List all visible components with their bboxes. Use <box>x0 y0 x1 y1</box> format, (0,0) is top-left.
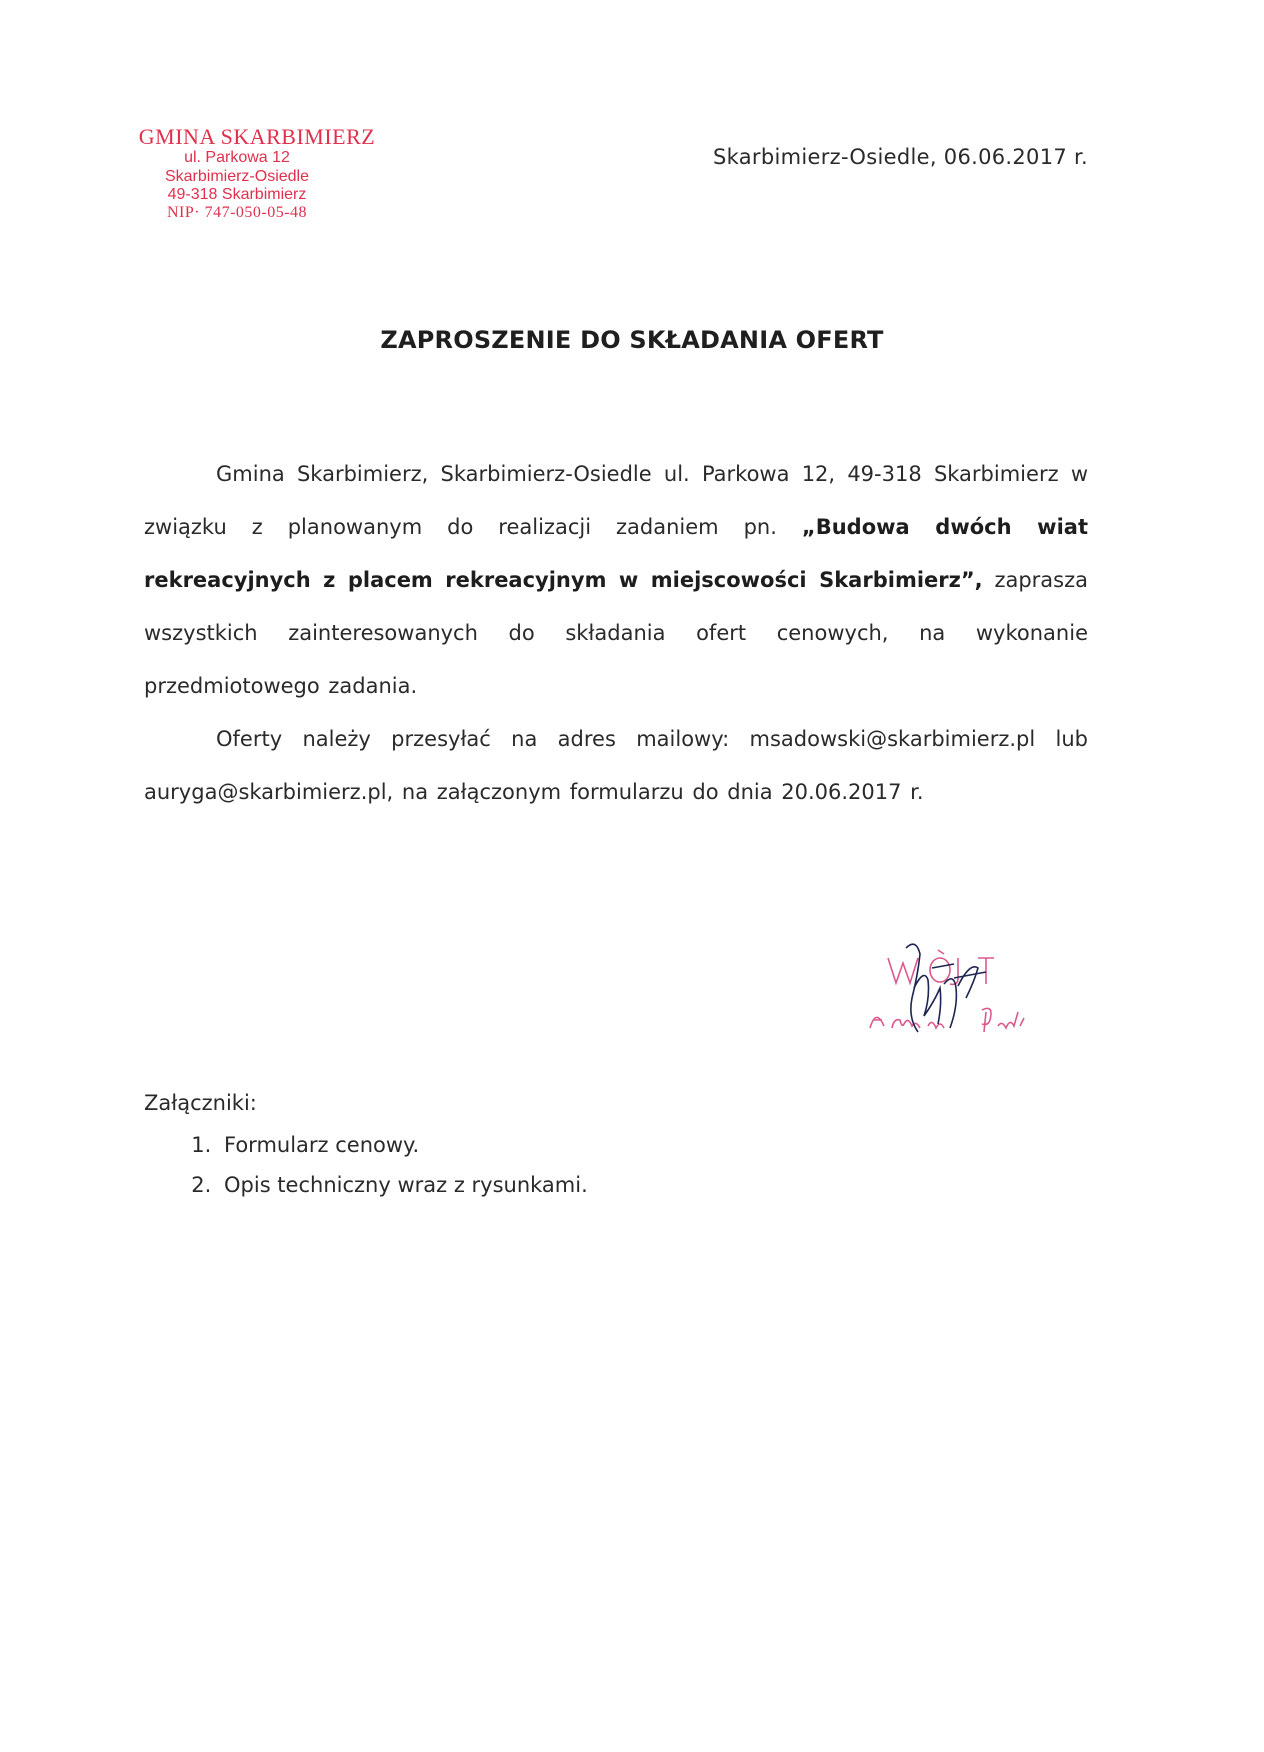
stamp-postal: 49-318 Skarbimierz <box>167 186 307 204</box>
attachments-heading: Załączniki: <box>144 1091 257 1115</box>
paragraph-invitation <box>144 448 1088 713</box>
attachment-item: 2. Opis techniczny wraz z rysunkami. <box>218 1165 588 1205</box>
paragraph-rest: zaprasza wszystkich zainteresowanych do składania ofert cenowych, na wykonanie przedmiotowego zadania. <box>144 568 1088 698</box>
signature-stamp <box>858 928 1058 1048</box>
municipality-stamp <box>112 124 402 223</box>
attachment-item: 1. Formularz cenowy. <box>218 1125 588 1165</box>
letter-body <box>144 448 1088 819</box>
stamp-street: ul. Parkowa 12 <box>184 149 290 167</box>
paragraph-offers: Oferty należy przesyłać na adres mailowy: msadowski@skarbimierz.pl lub auryga@skarbimierz.pl, na załączonym formularzu do dnia 20.06.2017 r. <box>144 727 1088 804</box>
stamp-locality: Skarbimierz-Osiedle <box>164 167 310 185</box>
task-name: „Budowa dwóch wiat rekreacyjnych z placem rekreacyjnym w miejscowości Skarbimierz”, <box>144 515 1088 592</box>
place-and-date: Skarbimierz-Osiedle, 06.06.2017 r. <box>713 145 1088 169</box>
paragraph-intro: Gmina Skarbimierz, Skarbimierz-Osiedle ul. Parkowa 12, 49-318 Skarbimierz w związku z planowanym do realizacji zadaniem pn. <box>144 462 1088 539</box>
stamp-name: GMINA SKARBIMIERZ <box>138 124 376 149</box>
attachments-list <box>144 1125 588 1205</box>
stamp-nip: NIP· 747-050-05-48 <box>166 204 308 222</box>
document-title: ZAPROSZENIE DO SKŁADANIA OFERT <box>380 326 884 354</box>
attachments-section <box>144 1083 588 1205</box>
